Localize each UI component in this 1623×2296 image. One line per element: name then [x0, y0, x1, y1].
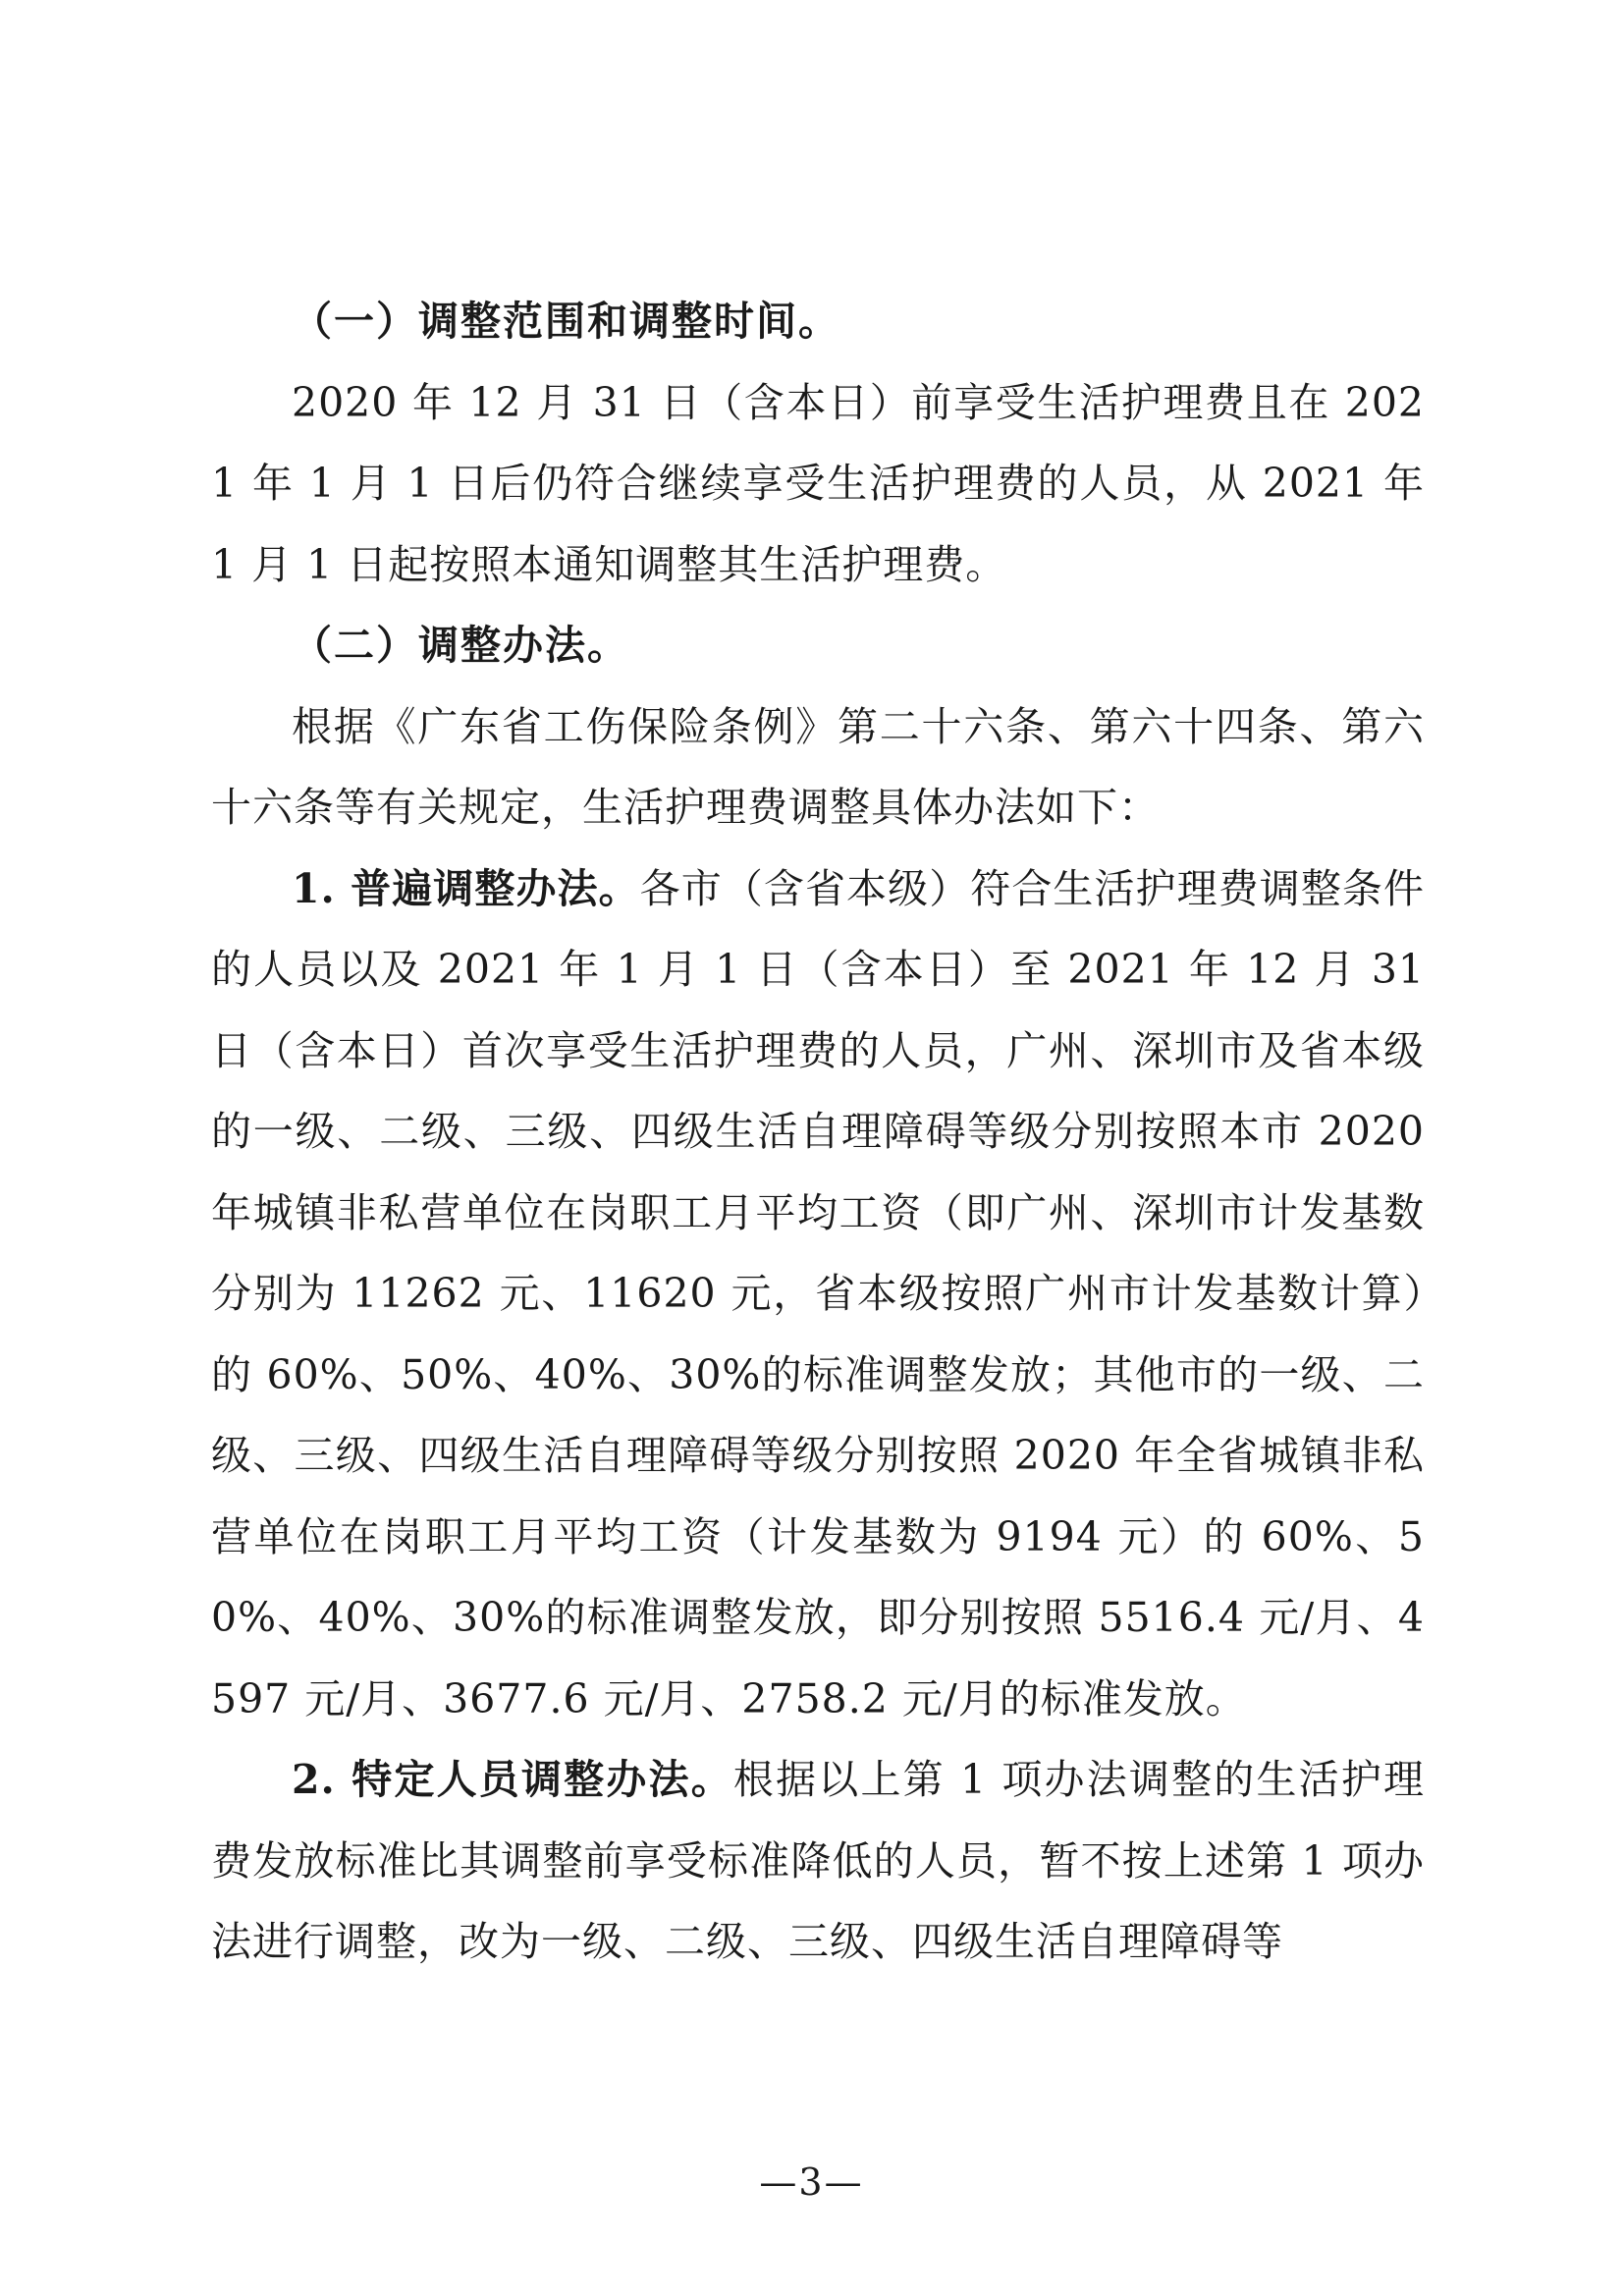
section2-heading: （二）调整办法。: [292, 622, 629, 669]
item1-body: 各市（含省本级）符合生活护理费调整条件的人员以及 2021 年 1 月 1 日（含本日）至 2021 年 12 月 31 日（含本日）首次享受生活护理费的人员，广州、深圳市及省本级的一级、二级、三级、四级生活自理障碍等级分别按照本市 2020 年城镇非私营单位在岗职工月平均工资（即广州、深圳市计发基数分别为 11262 元、11620 元，省本级按照广州市计发基数计算）的 60%、50%、40%、30%的标准调整发放；其他市的一级、二级、三级、四级生活自理障碍等级分别按照 2020 年全省城镇非私营单位在岗职工月平均工资（计发基数为 9194 元）的 60%、50%、40%、30%的标准调整发放，即分别按照 5516.4 元/月、4597 元/月、3677.6 元/月、2758.2 元/月的标准发放。: [211, 864, 1426, 1722]
section1-heading: （一）调整范围和调整时间。: [292, 298, 840, 345]
section1-paragraph: 2020 年 12 月 31 日（含本日）前享受生活护理费且在 2021 年 1 月 1 日后仍符合继续享受生活护理费的人员，从 2021 年 1 月 1 日起按照本通知调整其生活护理费。: [211, 378, 1425, 588]
item2-paragraph: [211, 1739, 1425, 1983]
section2-intro-paragraph: 根据《广东省工伤保险条例》第二十六条、第六十四条、第六十六条等有关规定，生活护理费调整具体办法如下：: [211, 702, 1425, 831]
item2-lead: 2. 特定人员调整办法。: [292, 1756, 733, 1803]
item2-body: 根据以上第 1 项办法调整的生活护理费发放标准比其调整前享受标准降低的人员，暂不按上述第 1 项办法进行调整，改为一级、二级、三级、四级生活自理障碍等: [211, 1756, 1426, 1965]
item1-lead: 1. 普遍调整办法。: [292, 864, 640, 912]
document-body: [211, 281, 1425, 1983]
item1-paragraph: [211, 848, 1425, 1740]
page-number: —3—: [759, 2160, 864, 2204]
